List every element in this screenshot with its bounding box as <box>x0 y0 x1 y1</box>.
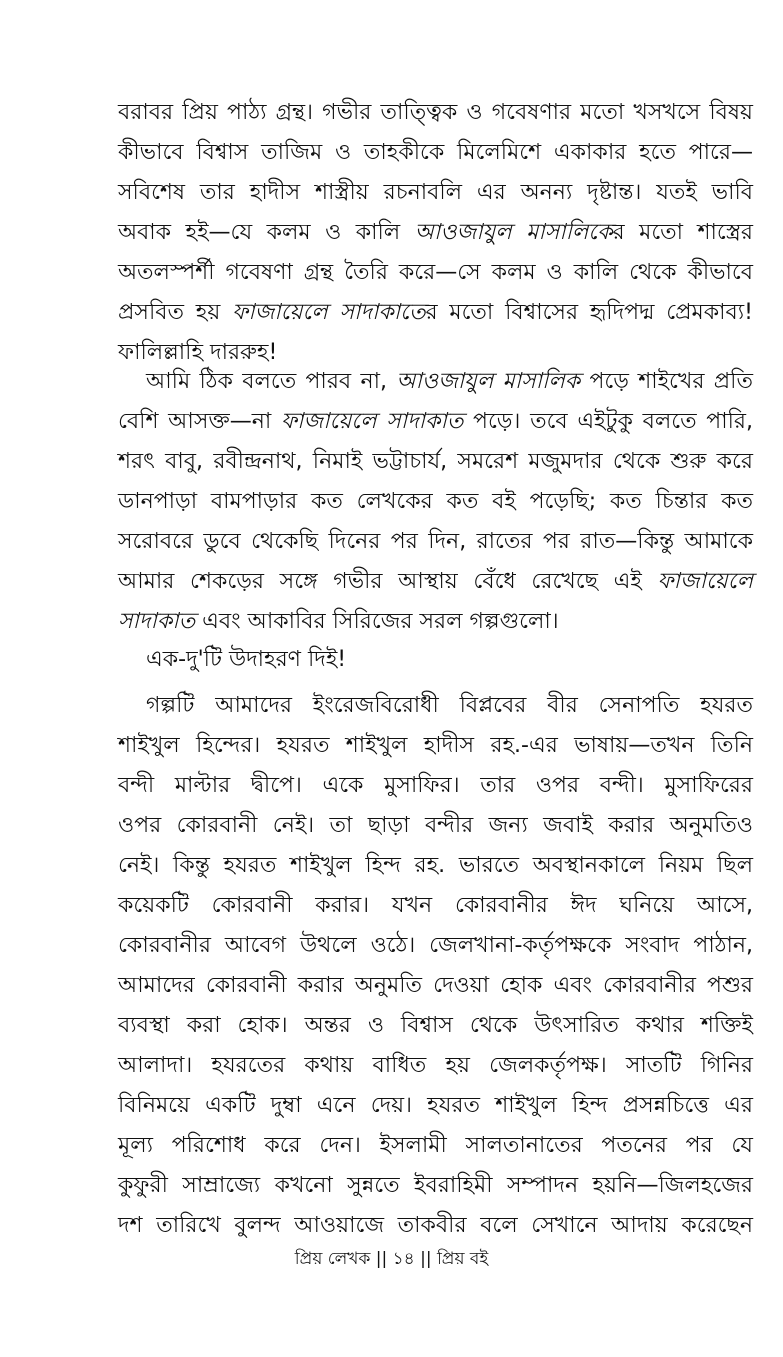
text-line <box>118 173 753 213</box>
text-line <box>118 926 753 966</box>
text-run: র মতো শাস্ত্রের <box>612 220 753 245</box>
text-run: অবাক হই—যে কলম ও কালি <box>118 220 415 245</box>
text-line <box>118 1206 753 1246</box>
text-line <box>118 522 753 562</box>
text-run: আমি ঠিক বলতে পারব না, <box>146 369 397 394</box>
text-run: বন্দী মাল্টার দ্বীপে। একে মুসাফির। তার ওপর বন্দী। মুসাফিরের <box>118 773 753 798</box>
text-line <box>118 482 753 522</box>
italic-title: ফাজায়েলে সাদাকাতে <box>232 300 426 325</box>
text-run: কয়েকটি কোরবানী করার। যখন কোরবানীর ঈদ ঘনিয়ে আসে, <box>118 893 753 918</box>
text-run: বেশি আসক্ত—না <box>118 409 281 434</box>
italic-title: ফাজায়েলে সাদাকাত <box>280 409 464 434</box>
text-line <box>118 1086 753 1126</box>
text-line <box>118 93 753 133</box>
text-run: বিনিময়ে একটি দুম্বা এনে দেয়। হযরত শাইখুল হিন্দ প্রসন্নচিত্তে এর <box>118 1093 753 1118</box>
text-run: দশ তারিখে বুলন্দ আওয়াজে তাকবীর বলে সেখানে আদায় করেছেন <box>118 1213 753 1238</box>
text-run: ফালিল্লাহি দাররুহ! <box>118 340 278 365</box>
text-run: শাইখুল হিন্দের। হযরত শাইখুল হাদীস রহ.-এর ভাষায়—তখন তিনি <box>118 733 753 758</box>
text-run: এক-দু'টি উদাহরণ দিই! <box>146 647 347 672</box>
italic-title: ফাজায়েলে <box>657 569 753 594</box>
text-run: কীভাবে বিশ্বাস তাজিম ও তাহকীকে মিলেমিশে একাকার হতে পারে— <box>118 140 753 165</box>
text-line <box>118 562 753 602</box>
paragraph <box>118 362 753 642</box>
text-line <box>118 213 753 253</box>
paragraph <box>118 640 753 680</box>
italic-title: সাদাকাত <box>118 609 196 634</box>
text-line <box>118 640 753 680</box>
text-run: এবং আকাবির সিরিজের সরল গল্পগুলো। <box>195 609 559 634</box>
text-line <box>118 1126 753 1166</box>
text-line <box>118 766 753 806</box>
text-line <box>118 846 753 886</box>
text-run: শরৎ বাবু, রবীন্দ্রনাথ, নিমাই ভট্টাচার্য, সমরেশ মজুমদার থেকে শুরু করে <box>118 449 753 474</box>
page-footer: প্রিয় লেখক || ১৪ || প্রিয় বই <box>294 1249 489 1269</box>
text-line <box>118 1046 753 1086</box>
text-run: র মতো বিশ্বাসের হৃদিপদ্ম প্রেমকাব্য! <box>425 300 753 325</box>
text-run: ব্যবস্থা করা হোক। অন্তর ও বিশ্বাস থেকে উৎসারিত কথার শক্তিই <box>118 1013 753 1038</box>
text-run: আমার শেকড়ের সঙ্গে গভীর আস্থায় বেঁধে রেখেছে এই <box>118 569 658 594</box>
text-run: পড়ে। তবে এইটুকু বলতে পারি, <box>463 409 753 434</box>
text-run: পড়ে শাইখের প্রতি <box>580 369 753 394</box>
italic-title: আওজাযুল মাসালিক <box>396 369 581 394</box>
text-line <box>118 1166 753 1206</box>
text-line <box>118 293 753 333</box>
text-line <box>118 253 753 293</box>
text-line <box>118 602 753 642</box>
text-run: অতলস্পর্শী গবেষণা গ্রন্থ তৈরি করে—সে কলম ও কালি থেকে কীভাবে <box>118 260 753 285</box>
text-run: প্রসবিত হয় <box>118 300 233 325</box>
text-line <box>118 886 753 926</box>
text-line <box>118 362 753 402</box>
text-line <box>118 402 753 442</box>
text-line <box>118 133 753 173</box>
text-run: সরোবরে ডুবে থেকেছি দিনের পর দিন, রাতের পর রাত—কিন্তু আমাকে <box>118 529 753 554</box>
text-run: আলাদা। হযরতের কথায় বাধিত হয় জেলকর্তৃপক্ষ। সাতটি গিনির <box>118 1053 753 1078</box>
text-run: গল্পটি আমাদের ইংরেজবিরোধী বিপ্লবের বীর সেনাপতি হযরত <box>146 693 753 718</box>
text-run: কোরবানীর আবেগ উথলে ওঠে। জেলখানা-কর্তৃপক্ষকে সংবাদ পাঠান, <box>118 933 753 958</box>
text-run: সবিশেষ তার হাদীস শাস্ত্রীয় রচনাবলি এর অনন্য দৃষ্টান্ত। যতই ভাবি <box>118 180 753 205</box>
text-line <box>118 806 753 846</box>
text-line <box>118 726 753 766</box>
italic-title: আওজাযুল মাসালিকে <box>414 220 613 245</box>
paragraph <box>118 686 753 1246</box>
text-run: কুফুরী সাম্রাজ্যে কখনো সুন্নতে ইবরাহিমী সম্পাদন হয়নি—জিলহজের <box>118 1173 753 1198</box>
text-line <box>118 442 753 482</box>
text-line <box>118 1006 753 1046</box>
text-run: নেই। কিন্তু হযরত শাইখুল হিন্দ রহ. ভারতে অবস্থানকালে নিয়ম ছিল <box>118 853 753 878</box>
text-run: বরাবর প্রিয় পাঠ্য গ্রন্থ। গভীর তাত্ত্বিক ও গবেষণার মতো খসখসে বিষয় <box>118 100 753 125</box>
text-run: আমাদের কোরবানী করার অনুমতি দেওয়া হোক এবং কোরবানীর পশুর <box>118 973 753 998</box>
paragraph <box>118 93 753 373</box>
text-run: ওপর কোরবানী নেই। তা ছাড়া বন্দীর জন্য জবাই করার অনুমতিও <box>118 813 753 838</box>
text-line <box>118 966 753 1006</box>
text-line <box>118 686 753 726</box>
text-run: মূল্য পরিশোধ করে দেন। ইসলামী সালতানাতের পতনের পর যে <box>118 1133 753 1158</box>
text-run: ডানপাড়া বামপাড়ার কত লেখকের কত বই পড়েছি; কত চিন্তার কত <box>118 489 753 514</box>
